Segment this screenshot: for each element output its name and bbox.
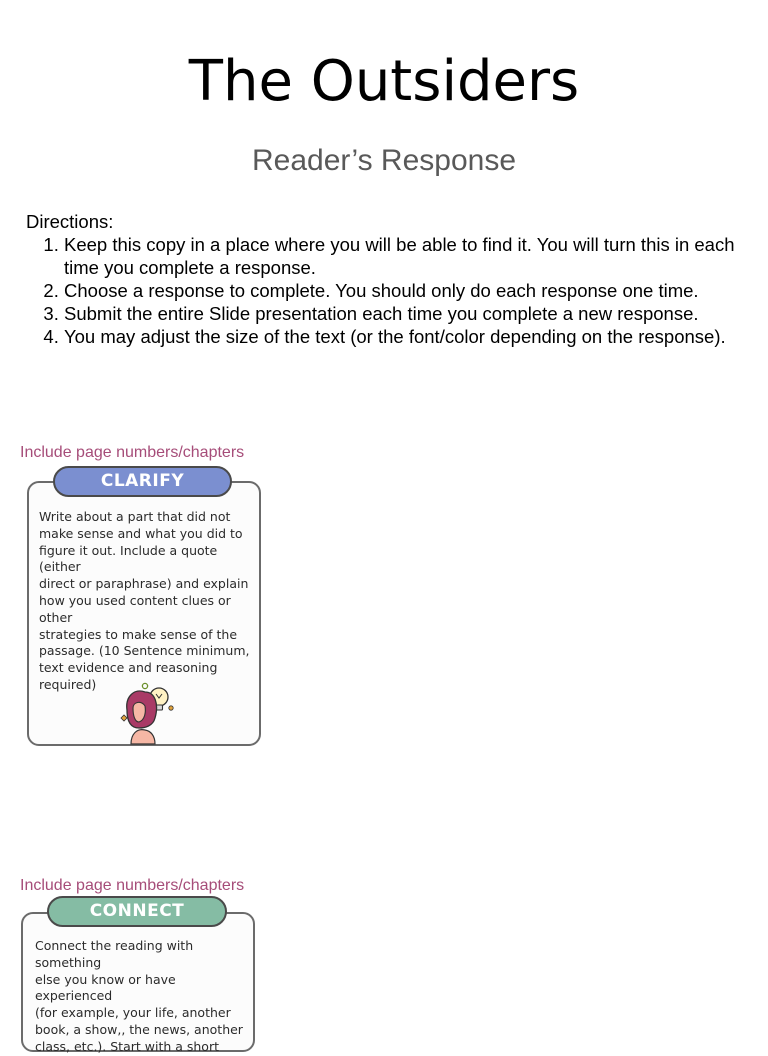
- directions: [26, 210, 736, 348]
- directions-item: 4. You may adjust the size of the text (or the font/color depending on the response).: [64, 325, 736, 348]
- directions-heading: Directions:: [26, 211, 114, 232]
- card-line: how you used content clues or other: [39, 592, 231, 625]
- clarify-label: CLARIFY: [53, 466, 232, 497]
- card-line: passage. (10 Sentence minimum,: [39, 643, 250, 659]
- card-line: direct or paraphrase) and explain: [39, 576, 249, 592]
- page-numbers-note: Include page numbers/chapters: [20, 877, 245, 894]
- directions-item: 2. Choose a response to complete. You should only do each response one time.: [64, 279, 736, 302]
- card-line: strategies to make sense of the: [39, 626, 238, 642]
- card-line: (for example, your life, another: [35, 1005, 231, 1021]
- card-line: Write about a part that did not: [39, 509, 231, 524]
- page-numbers-note: Include page numbers/chapters: [20, 444, 245, 461]
- card-line: class, etc.). Start with a short: [35, 1038, 219, 1054]
- card-line: required): [39, 676, 97, 692]
- girl-lightbulb-icon: [115, 678, 177, 746]
- directions-item: 3. Submit the entire Slide presentation each time you complete a new response.: [64, 302, 736, 325]
- clarify-card: [27, 481, 261, 746]
- clarify-instructions: [39, 509, 261, 694]
- card-line: make sense and what you did to: [39, 525, 243, 541]
- card-line: else you know or have experienced: [35, 971, 176, 1004]
- card-line: figure it out. Include a quote (either: [39, 542, 218, 575]
- card-line: Connect the reading with something: [35, 938, 194, 970]
- card-line: book, a show,, the news, another: [35, 1021, 243, 1037]
- connect-instructions: [35, 938, 255, 1056]
- directions-list: [26, 233, 736, 348]
- directions-item: 1. Keep this copy in a place where you will be able to find it. You will turn this in each time you complete a response.: [64, 233, 736, 279]
- connect-card: [21, 912, 255, 1052]
- page-title: The Outsiders: [188, 49, 580, 114]
- connect-label: CONNECT: [47, 896, 227, 927]
- card-line: text evidence and reasoning: [39, 660, 218, 676]
- page-subtitle: Reader’s Response: [251, 144, 517, 177]
